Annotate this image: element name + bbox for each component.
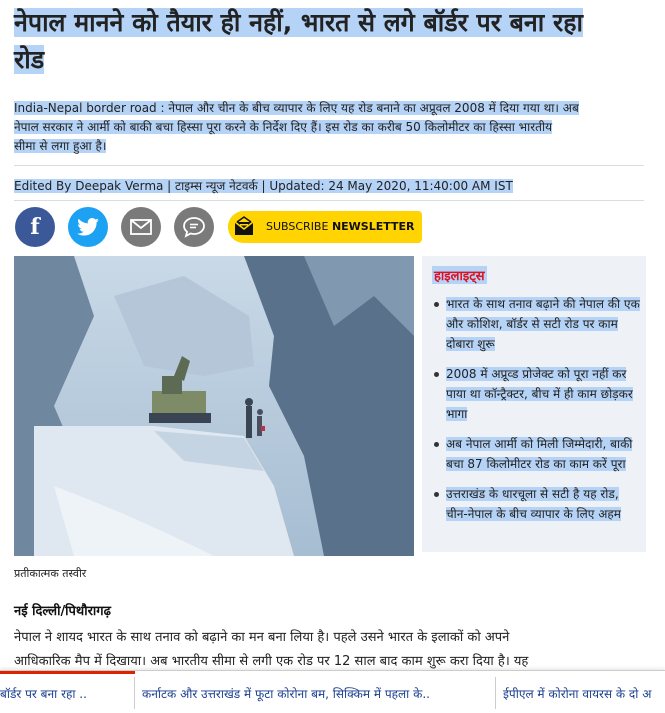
share-bar xyxy=(14,207,646,247)
article-dateline: नई दिल्ली/पिथौरागढ़ xyxy=(14,604,111,619)
comment-icon xyxy=(182,216,206,238)
highlight-item: अब नेपाल आर्मी को मिली जिम्मेदारी, बाकी बचा 87 किलोमीटर रोड का काम करें पूरा xyxy=(430,434,642,474)
divider xyxy=(14,200,644,201)
article-summary: India-Nepal border road : नेपाल और चीन के बीच व्यापार के लिए यह रोड बनाने का अप्रूवल 2008 में दिया गया था। अब नेपाल सरकार ने आर्मी को बाकी बचा हिस्सा पूरा करने के निर्देश दिए हैं। इस रोड का करीब 50 किलोमीटर का हिस्सा भारतीय सीमा से लगा हुआ है। xyxy=(14,101,579,153)
ticker-accent xyxy=(0,671,135,674)
newsletter-icon xyxy=(232,216,256,238)
related-news-ticker xyxy=(0,670,665,713)
divider xyxy=(14,165,644,166)
mail-icon xyxy=(130,219,152,235)
highlight-item: उत्तराखंड के धारचूला से सटी है यह रोड, चीन-नेपाल के बीच व्यापार के लिए अहम xyxy=(430,484,642,524)
highlight-item: भारत के साथ तनाव बढ़ाने की नेपाल की एक और कोशिश, बॉर्डर से सटी रोड पर काम दोबारा शुरू xyxy=(430,294,642,354)
road-excavator-photo xyxy=(14,256,414,556)
article-body: नेपाल ने शायद भारत के साथ तनाव को बढ़ाने का मन बना लिया है। पहले उसने भारत के इलाकों को अपने आधिकारिक मैप में दिखाया। अब भारतीय सीमा से लगी एक रोड पर 12 साल बाद काम शुरू करा दिया है। यह xyxy=(14,630,529,669)
subscribe-label: SUBSCRIBE NEWSLETTER xyxy=(266,220,415,233)
email-share-button[interactable] xyxy=(121,207,161,247)
highlights-box xyxy=(422,256,646,552)
facebook-share-button[interactable] xyxy=(15,207,55,247)
ticker-link[interactable]: बॉर्डर पर बना रहा .. xyxy=(0,687,87,701)
comment-button[interactable] xyxy=(174,207,214,247)
subscribe-newsletter-button[interactable] xyxy=(228,211,422,243)
newsletter-icon-wrap xyxy=(228,211,260,243)
ticker-link[interactable]: कर्नाटक और उत्तराखंड में फूटा कोरोना बम, सिक्किम में पहला के.. xyxy=(142,687,430,701)
article-photo[interactable] xyxy=(14,256,414,556)
highlights-list xyxy=(430,294,642,534)
highlights-title: हाइलाइट्स xyxy=(432,266,487,284)
photo-caption: प्रतीकात्मक तस्वीर xyxy=(14,567,87,580)
ticker-link[interactable]: ईपीएल में कोरोना वायरस के दो अ xyxy=(503,687,652,701)
twitter-icon xyxy=(77,218,99,236)
article-headline: नेपाल मानने को तैयार ही नहीं, भारत से लगे बॉर्डर पर बना रहा रोड xyxy=(14,8,583,74)
twitter-share-button[interactable] xyxy=(68,207,108,247)
facebook-icon: f xyxy=(30,214,40,240)
divider xyxy=(495,677,496,709)
highlight-item: 2008 में अप्रूव्ड प्रोजेक्ट को पूरा नहीं कर पाया था कॉन्ट्रैक्टर, बीच में ही काम छोड़कर भागा xyxy=(430,364,642,424)
article-byline: Edited By Deepak Verma | टाइम्स न्यूज नेटवर्क | Updated: 24 May 2020, 11:40:00 AM IST xyxy=(14,179,513,193)
divider xyxy=(134,677,135,709)
